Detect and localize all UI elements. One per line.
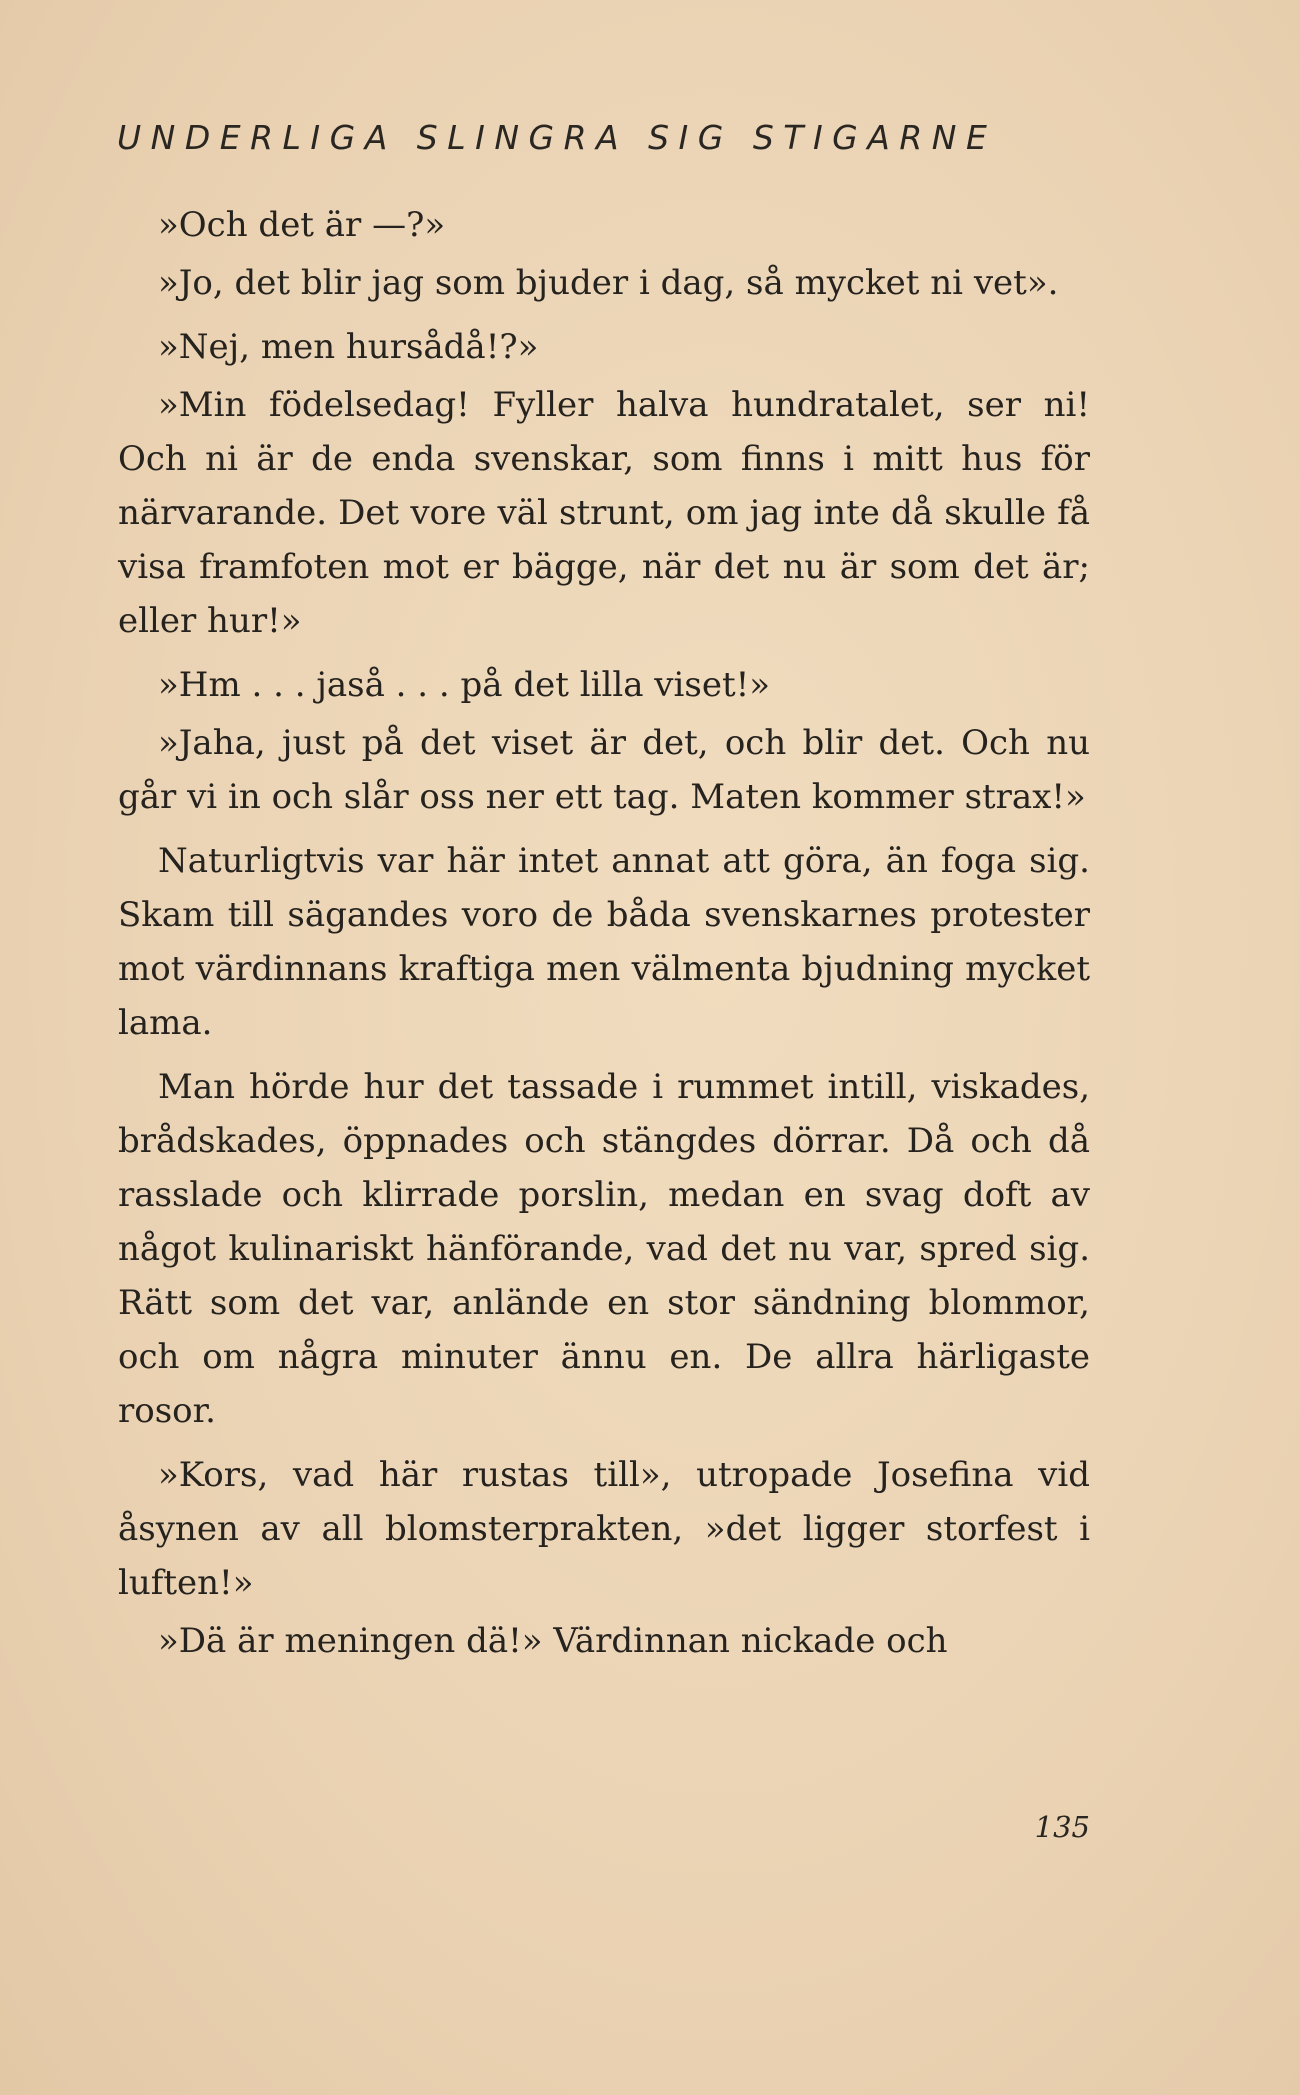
paragraph: »Jo, det blir jag som bjuder i dag, så mycket ni vet». [158,263,1059,303]
paragraph: »Och det är —?» [158,205,446,245]
running-title: UNDERLIGA SLINGRA SIG STIGARNE [117,118,997,157]
page-number: 135 [1034,1810,1090,1844]
paragraph: »Kors, vad här rustas till», utropade Josefina vid åsynen av all blomsterprakten, »det ligger storfest i luften!» [118,1455,1090,1603]
paragraph: »Dä är meningen dä!» Värdinnan nickade och [158,1621,948,1661]
paragraph: »Hm . . . jaså . . . på det lilla viset!» [158,665,771,705]
paragraph: »Min födelsedag! Fyller halva hundratalet, ser ni! Och ni är de enda svenskar, som finns i mitt hus för närvarande. Det vore väl strunt, om jag inte då skulle få visa framfoten mot er bägge, när det nu är som det är; eller hur!» [118,385,1090,641]
paragraph: »Jaha, just på det viset är det, och blir det. Och nu går vi in och slår oss ner ett tag. Maten kommer strax!» [118,723,1090,817]
paragraph: Naturligtvis var här intet annat att göra, än foga sig. Skam till sägandes voro de båda svenskarnes protester mot värdinnans kraftiga men välmenta bjudning mycket lama. [118,841,1090,1043]
paragraph: Man hörde hur det tassade i rummet intill, viskades, brådskades, öppnades och stängdes dörrar. Då och då rasslade och klirrade porslin, medan en svag doft av något kulinariskt hänförande, vad det nu var, spred sig. Rätt som det var, anlände en stor sändning blommor, och om några minuter ännu en. De allra härligaste rosor. [118,1067,1090,1431]
paragraph: »Nej, men hursådå!?» [158,327,539,367]
body-text [118,198,1090,1678]
